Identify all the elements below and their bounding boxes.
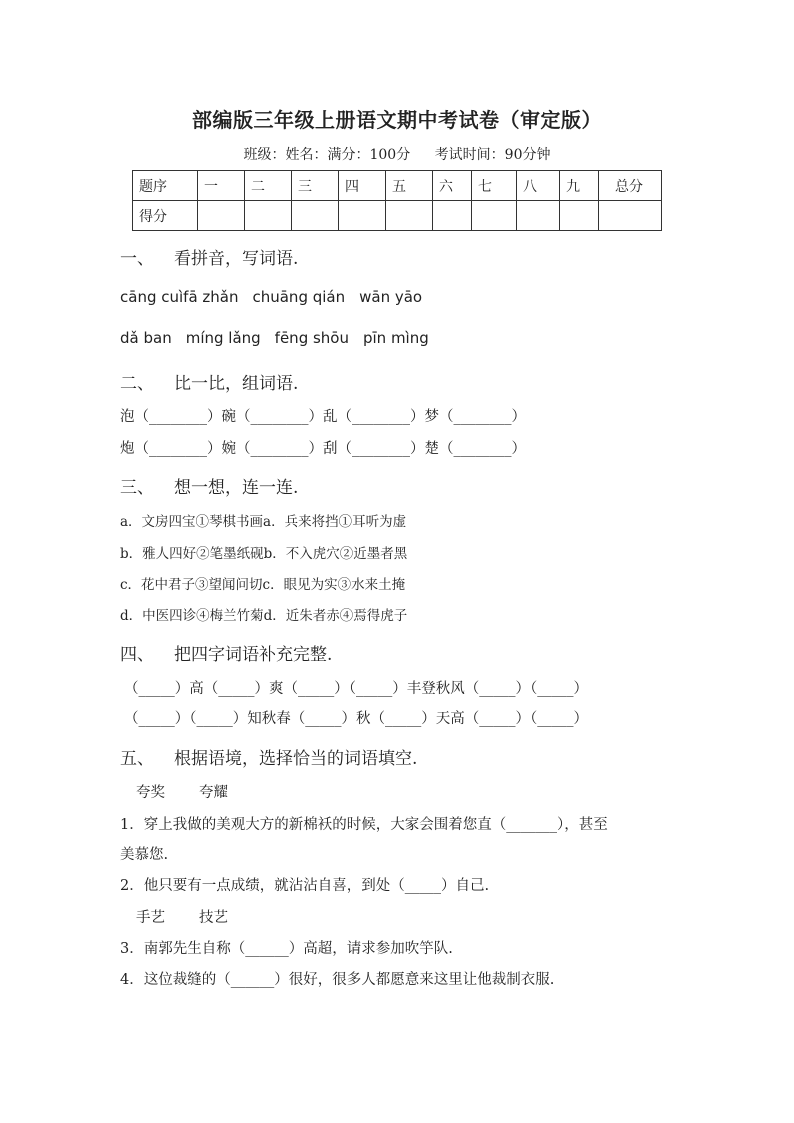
header-cell: 一 [198,171,245,201]
section-2-heading [120,369,298,394]
class-name-score-label: 班级：姓名：满分：100分 [243,147,411,163]
compare-row-1[interactable]: 泡（________）碗（________）乱（________）梦（________） [120,409,526,425]
pinyin-word: cāng cuìfā zhǎn [120,288,239,306]
section-number: 四、 [120,645,154,665]
idiom-row-2[interactable]: （_____）（_____）知秋春（_____）秋（_____）天高（_____）（_____） [124,711,588,727]
score-cell[interactable] [339,201,386,231]
score-cell[interactable] [472,201,517,231]
header-cell: 三 [292,171,339,201]
match-row: b．雅人四好②笔墨纸砚b．不入虎穴②近墨者黑 [120,546,408,562]
fill-question-2[interactable]: 2．他只要有一点成绩，就沾沾自喜，到处（_____）自己. [120,878,490,894]
header-cell: 四 [339,171,386,201]
section-title: 比一比，组词语. [174,374,299,394]
section-title: 根据语境，选择恰当的词语填空. [174,749,418,769]
score-cell[interactable] [433,201,472,231]
pinyin-word: pīn mìng [362,329,429,347]
pinyin-row-1 [120,288,436,306]
header-cell: 总分 [599,171,662,201]
section-title: 把四字词语补充完整. [174,645,333,665]
word-options-1 [136,781,262,802]
pinyin-row-2 [120,329,443,347]
match-row: d．中医四诊④梅兰竹菊d．近朱者赤④焉得虎子 [120,608,408,624]
word-option: 夸奖 [136,785,165,801]
match-row: a．文房四宝①琴棋书画a．兵来将挡①耳听为虚 [120,514,407,530]
section-title: 看拼音，写词语. [174,249,299,269]
exam-time-label: 考试时间：90分钟 [434,147,551,163]
pinyin-word: fēng shōu [274,329,349,347]
section-number: 五、 [120,749,154,769]
score-cell[interactable] [599,201,662,231]
word-option: 夸耀 [199,785,228,801]
word-options-2 [136,906,262,927]
score-row-label: 得分 [133,201,198,231]
fill-question-4[interactable]: 4．这位裁缝的（______）很好，很多人都愿意来这里让他裁制衣服. [120,972,555,988]
page-title: 部编版三年级上册语文期中考试卷（审定版） [192,108,602,132]
header-cell: 二 [245,171,292,201]
header-cell: 题序 [133,171,198,201]
pinyin-word: wān yāo [359,288,423,306]
score-cell[interactable] [386,201,433,231]
score-cell[interactable] [198,201,245,231]
pinyin-word: míng lǎng [185,329,261,347]
fill-question-3[interactable]: 3．南郭先生自称（______）高超，请求参加吹竽队. [120,941,453,957]
section-title: 想一想，连一连. [174,478,299,498]
word-option: 技艺 [199,910,228,926]
score-cell[interactable] [560,201,599,231]
section-3-heading [120,473,298,498]
header-cell: 六 [433,171,472,201]
fill-question-1-line-2: 美慕您. [120,847,169,863]
exam-info [0,144,794,164]
word-option: 手艺 [136,910,165,926]
section-number: 一、 [120,249,154,269]
score-table-score-row [133,201,662,231]
score-table [132,170,662,231]
header-cell: 九 [560,171,599,201]
compare-row-2[interactable]: 炮（________）婉（________）刮（________）楚（________） [120,441,526,457]
score-cell[interactable] [292,201,339,231]
section-5-heading [120,744,417,769]
header-cell: 七 [472,171,517,201]
header-cell: 五 [386,171,433,201]
section-4-heading [120,640,332,665]
pinyin-word: chuāng qián [252,288,346,306]
section-1-heading [120,244,298,269]
match-row: c．花中君子③望闻问切c．眼见为实③水来土掩 [120,577,406,593]
score-table-header-row [133,171,662,201]
section-number: 二、 [120,374,154,394]
score-cell[interactable] [245,201,292,231]
fill-question-1-line-1[interactable]: 1．穿上我做的美观大方的新棉袄的时候，大家会围着您直（_______），甚至 [120,817,608,833]
pinyin-word: dǎ ban [120,329,172,347]
header-cell: 八 [517,171,560,201]
score-cell[interactable] [517,201,560,231]
idiom-row-1[interactable]: （_____）高（_____）爽（_____）（_____）丰登秋风（_____）（_____） [124,681,588,697]
section-number: 三、 [120,478,154,498]
